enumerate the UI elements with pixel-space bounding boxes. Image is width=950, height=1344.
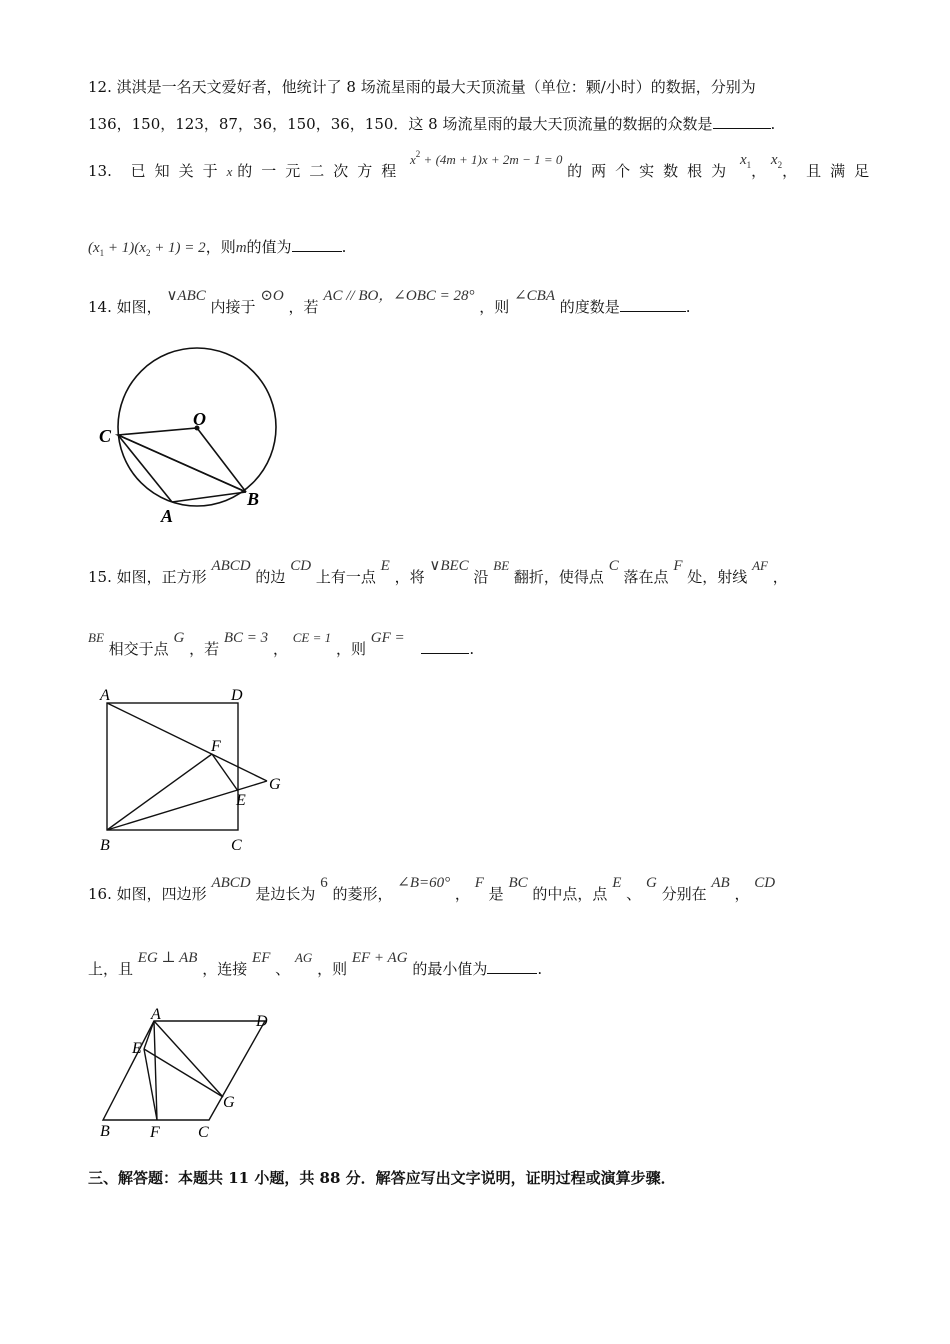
q16-m10: EG ⊥ AB <box>137 950 198 966</box>
q15-t12: ， <box>272 640 288 658</box>
q14-line-1 <box>88 288 691 319</box>
q13-x1 <box>740 152 751 168</box>
q15-m1: ABCD <box>211 558 251 574</box>
q15-number: 15. <box>88 568 112 586</box>
q13-x1-base: x <box>739 152 747 168</box>
q16-m9: CD <box>754 875 776 891</box>
q16-t2: 是边长为 <box>255 885 316 903</box>
q16-line-1 <box>88 875 776 906</box>
q14-m2: ⊙O <box>260 288 284 304</box>
q13-eq-rest: + (4m + 1)x + 2m − 1 = 0 <box>423 152 563 167</box>
q14-t1: 如图， <box>116 298 162 316</box>
q16-m7: G <box>645 875 657 891</box>
q15-m2: CD <box>290 558 312 574</box>
q13-var-x: x <box>226 164 233 179</box>
q14-t4: ，则 <box>479 298 510 316</box>
q15-t5: 沿 <box>473 568 489 586</box>
q16-t4: ， <box>454 885 470 903</box>
q15-m13: GF = <box>370 630 405 646</box>
q16-figure <box>95 1006 295 1145</box>
q14-label-O: O <box>193 409 206 429</box>
q15-m12: CE = 1 <box>292 630 332 645</box>
q13-condition <box>88 240 206 256</box>
q16-t12: 、 <box>275 960 291 978</box>
q15-t2: 的边 <box>255 568 286 586</box>
q16-t1: 如图，四边形 <box>116 885 207 903</box>
q16-label-C: C <box>198 1124 209 1141</box>
q16-label-F: F <box>150 1124 160 1141</box>
q13-line-2 <box>88 236 346 260</box>
q14-number: 14. <box>88 298 112 316</box>
q16-label-A: A <box>151 1006 161 1023</box>
q15-m11: BC = 3 <box>223 630 269 646</box>
q13-x2 <box>771 152 782 168</box>
q15-label-G: G <box>269 776 281 793</box>
q14-m4: ∠CBA <box>514 288 555 304</box>
q14-label-A: A <box>161 506 174 526</box>
q15-line-bf <box>107 754 212 830</box>
q15-t11: ，若 <box>189 640 220 658</box>
q13-number: 13. <box>88 162 112 180</box>
q16-rhombus <box>103 1021 265 1120</box>
q15-label-A: A <box>100 687 110 704</box>
q16-label-E: E <box>132 1040 142 1057</box>
q14-end: . <box>685 298 691 316</box>
q15-line-fe <box>212 754 238 791</box>
q16-number: 16. <box>88 885 112 903</box>
q14-t2: 内接于 <box>210 298 256 316</box>
q13-equation <box>410 149 563 167</box>
q15-label-B: B <box>100 837 110 854</box>
q14-figure <box>90 345 290 530</box>
q14-label-B: B <box>247 489 260 509</box>
q13-x1-sub: 1 <box>746 160 752 170</box>
q16-m2: 6 <box>320 875 328 891</box>
q13-text-b: 的一元二次方程 <box>237 162 406 180</box>
q15-m3: E <box>380 558 390 574</box>
q14-m1: ∨ABC <box>166 288 206 304</box>
q16-answer-blank[interactable] <box>487 959 537 974</box>
q15-m7: F <box>673 558 683 574</box>
q16-m13: EF + AG <box>351 950 408 966</box>
q15-label-E: E <box>236 792 246 809</box>
q15-line-1 <box>88 558 788 589</box>
q16-t5: 是 <box>488 885 504 903</box>
q15-t10: 相交于点 <box>108 640 169 658</box>
q13-text-a: 已知关于 <box>130 162 227 180</box>
q15-answer-blank[interactable] <box>421 639 469 654</box>
q13-x2-base: x <box>770 152 778 168</box>
q12-line-2 <box>88 113 775 135</box>
q15-label-D: D <box>231 687 243 704</box>
section-3-heading: 三、解答题：本题共 11 小题，共 88 分．解答应写出文字说明，证明过程或演算步骤． <box>88 1169 676 1187</box>
q15-t9: ， <box>772 568 788 586</box>
q16-t8: 分别在 <box>661 885 707 903</box>
q15-line-2 <box>88 630 475 661</box>
q15-figure <box>95 683 295 858</box>
q15-m9: BE <box>88 630 104 645</box>
q15-t1: 如图，正方形 <box>116 568 207 586</box>
q16-t3: 的菱形， <box>332 885 393 903</box>
q13-cond-sub2: 2 <box>145 248 151 258</box>
q14-line-cb <box>118 435 246 492</box>
q13-var-m: m <box>235 240 247 256</box>
q13-cond-b: + 1)(x <box>104 240 146 256</box>
q13-line-1 <box>88 149 879 184</box>
q16-m4: F <box>474 875 484 891</box>
q16-line-ag <box>154 1021 223 1097</box>
q15-label-F: F <box>211 738 221 755</box>
q15-m10: G <box>173 630 185 646</box>
q16-m8: AB <box>711 875 730 891</box>
q16-label-G: G <box>223 1094 235 1111</box>
q13-text-e: ，则 <box>205 238 236 256</box>
q13-eq-sq: 2 <box>415 149 421 159</box>
q16-m3: ∠B=60° <box>397 875 451 891</box>
q16-t10: 上，且 <box>88 960 134 978</box>
q14-answer-blank[interactable] <box>620 297 686 312</box>
q14-m3: AC // BO，∠OBC = 28° <box>323 288 475 304</box>
q16-t6: 的中点，点 <box>532 885 608 903</box>
q12-number: 12. <box>88 78 112 96</box>
q15-t8: 处，射线 <box>687 568 748 586</box>
q16-m1: ABCD <box>211 875 251 891</box>
q16-line-ea <box>144 1021 154 1049</box>
q12-text-2: 136，150，123，87，36，150，36，150．这 8 场流星雨的最大天顶流量的数据的众数是 <box>88 115 713 133</box>
q13-cond-a: (x <box>88 240 100 256</box>
q13-text-c: 的两个实数根为 <box>567 162 736 180</box>
q16-m5: BC <box>508 875 528 891</box>
q16-t11: ，连接 <box>202 960 248 978</box>
q15-m6: C <box>608 558 619 574</box>
q16-t13: ，则 <box>317 960 348 978</box>
q16-t9: ， <box>734 885 750 903</box>
q13-x2-sub: 2 <box>777 160 783 170</box>
q13-cond-c: + 1) = 2 <box>150 240 206 256</box>
q16-label-D: D <box>256 1013 268 1030</box>
q16-m12: AG <box>294 950 313 965</box>
q16-end: . <box>537 960 543 978</box>
q16-label-B: B <box>100 1123 110 1140</box>
q13-text-f: 的值为 <box>246 238 292 256</box>
q15-line-ag <box>107 703 267 781</box>
q15-t7: 落在点 <box>623 568 669 586</box>
q15-t3: 上有一点 <box>315 568 376 586</box>
q13-cond-sub1: 1 <box>99 248 105 258</box>
q16-m11: EF <box>252 950 271 966</box>
q12-end: . <box>770 115 776 133</box>
q16-t14: 的最小值为 <box>412 960 488 978</box>
q16-t7: 、 <box>626 885 642 903</box>
q13-text-d: ，且满足 <box>782 162 879 180</box>
q14-line-ca <box>118 435 172 502</box>
q15-label-C: C <box>231 837 242 854</box>
q13-answer-blank[interactable] <box>292 237 342 252</box>
q12-text-1: 淇淇是一名天文爱好者，他统计了 8 场流星雨的最大天顶流量（单位：颗/小时）的数据，分别为 <box>116 78 756 96</box>
q14-t3: ，若 <box>288 298 319 316</box>
q13-end: . <box>341 238 347 256</box>
q15-end: . <box>469 640 475 658</box>
q15-m8: AF <box>752 558 768 573</box>
q13-comma: ， <box>751 162 767 180</box>
q15-m4: ∨BEC <box>429 558 469 574</box>
q14-t5: 的度数是 <box>559 298 620 316</box>
q15-t13: ，则 <box>335 640 366 658</box>
q15-t4: ，将 <box>394 568 425 586</box>
q15-m5: BE <box>493 558 510 573</box>
q15-t6: 翻折，使得点 <box>513 568 604 586</box>
q12-line-1 <box>88 76 756 98</box>
q14-label-C: C <box>99 426 112 446</box>
q15-square <box>107 703 238 830</box>
q16-m6: E <box>612 875 622 891</box>
q12-answer-blank[interactable] <box>713 114 771 129</box>
q13-eq-x: x <box>410 152 416 167</box>
q16-line-2 <box>88 950 543 981</box>
